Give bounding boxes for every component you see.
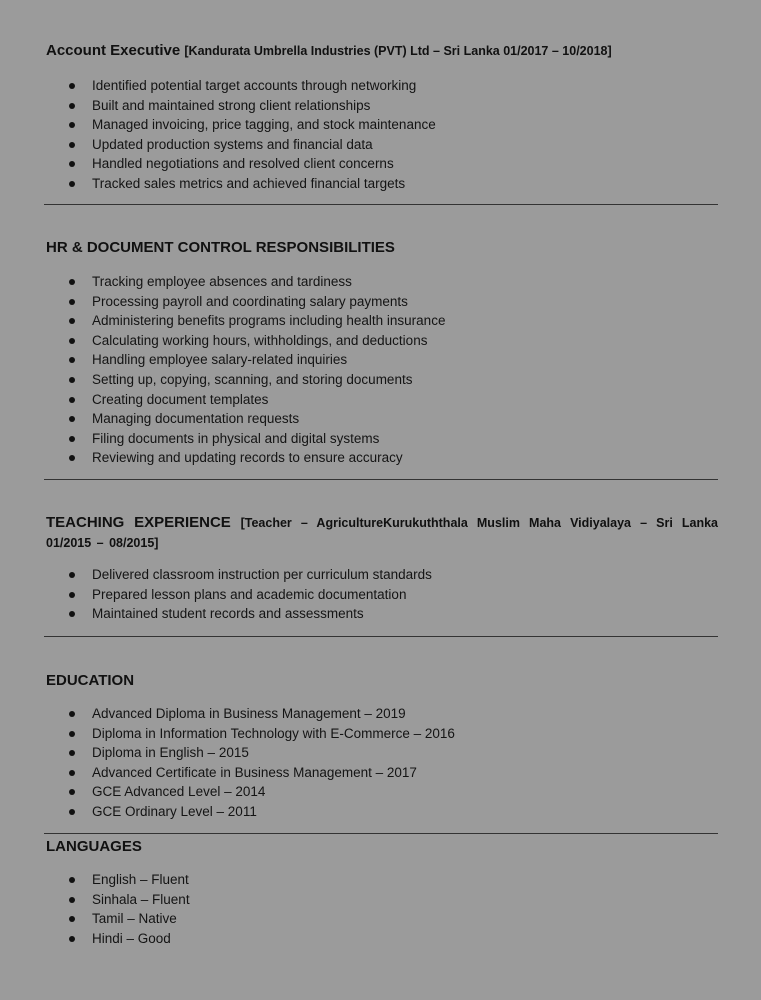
education-list <box>46 704 718 822</box>
list-item: Advanced Diploma in Business Management – 2019 <box>46 704 718 724</box>
list-item: Delivered classroom instruction per curriculum standards <box>46 565 718 585</box>
list-item: Creating document templates <box>46 390 718 410</box>
list-item: Advanced Certificate in Business Management – 2017 <box>46 763 718 783</box>
divider <box>44 636 718 637</box>
list-item: Handling employee salary-related inquiries <box>46 350 718 370</box>
divider <box>44 479 718 480</box>
list-item: Built and maintained strong client relationships <box>46 96 718 116</box>
list-item: Processing payroll and coordinating salary payments <box>46 292 718 312</box>
list-item: Managed invoicing, price tagging, and stock maintenance <box>46 115 718 135</box>
list-item: Updated production systems and financial data <box>46 135 718 155</box>
account-executive-title: Account Executive <box>46 42 181 59</box>
list-item: English – Fluent <box>46 870 718 890</box>
teaching-heading <box>46 513 718 553</box>
account-executive-heading <box>46 41 718 61</box>
education-section <box>46 671 718 822</box>
list-item: Prepared lesson plans and academic documentation <box>46 585 718 605</box>
education-heading: EDUCATION <box>46 672 135 689</box>
list-item: Filing documents in physical and digital systems <box>46 429 718 449</box>
list-item: Tamil – Native <box>46 909 718 929</box>
list-item: Administering benefits programs including health insurance <box>46 311 718 331</box>
list-item: GCE Ordinary Level – 2011 <box>46 802 718 822</box>
divider <box>44 204 718 205</box>
teaching-section <box>46 513 718 624</box>
list-item: Tracked sales metrics and achieved financial targets <box>46 174 718 194</box>
list-item: Managing documentation requests <box>46 409 718 429</box>
list-item: Handled negotiations and resolved client concerns <box>46 154 718 174</box>
list-item: Setting up, copying, scanning, and storing documents <box>46 370 718 390</box>
account-executive-list <box>46 76 718 194</box>
teaching-title: TEACHING EXPERIENCE <box>46 514 231 531</box>
list-item: Reviewing and updating records to ensure accuracy <box>46 448 718 468</box>
list-item: Identified potential target accounts through networking <box>46 76 718 96</box>
hr-heading: HR & DOCUMENT CONTROL RESPONSIBILITIES <box>46 239 395 256</box>
hr-section <box>46 238 718 468</box>
languages-heading: LANGUAGES <box>46 838 142 855</box>
teaching-list <box>46 565 718 624</box>
list-item: Calculating working hours, withholdings, and deductions <box>46 331 718 351</box>
list-item: GCE Advanced Level – 2014 <box>46 782 718 802</box>
teaching-detail: [Teacher – AgricultureKurukuththala Muslim Maha Vidiyalaya – Sri Lanka 01/2015 – 08/2015] <box>46 516 718 550</box>
languages-section <box>46 837 718 948</box>
list-item: Tracking employee absences and tardiness <box>46 272 718 292</box>
divider <box>44 833 718 834</box>
hr-list <box>46 272 718 468</box>
languages-list <box>46 870 718 948</box>
list-item: Diploma in English – 2015 <box>46 743 718 763</box>
account-executive-detail: [Kandurata Umbrella Industries (PVT) Ltd – Sri Lanka 01/2017 – 10/2018] <box>184 44 612 58</box>
account-executive-section <box>46 41 718 194</box>
list-item: Maintained student records and assessments <box>46 604 718 624</box>
list-item: Diploma in Information Technology with E-Commerce – 2016 <box>46 724 718 744</box>
list-item: Sinhala – Fluent <box>46 890 718 910</box>
list-item: Hindi – Good <box>46 929 718 949</box>
